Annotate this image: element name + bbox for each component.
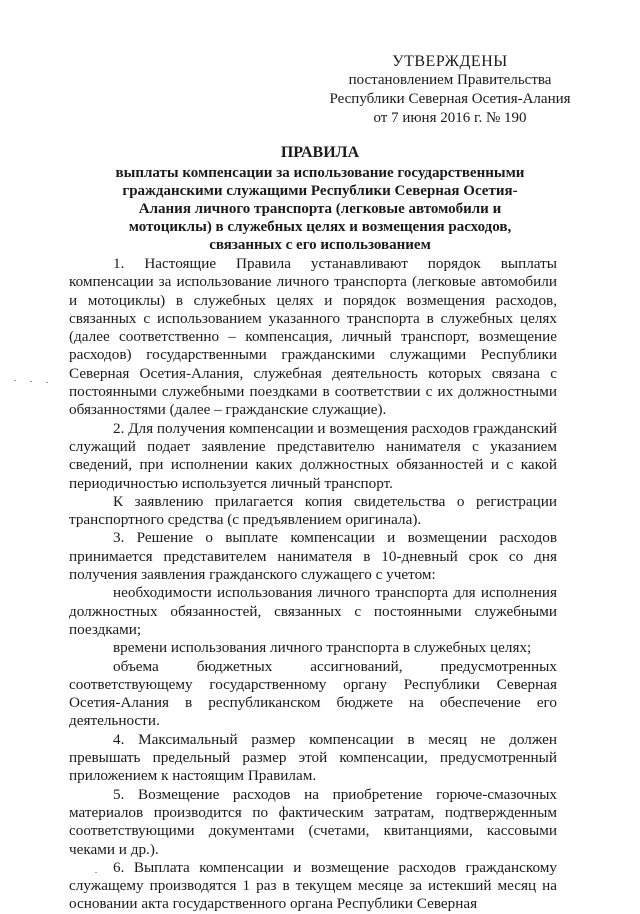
paragraph-4: 4. Максимальный размер компенсации в месяц не должен превышать предельный размер этой компенсации, предусмотренный приложением к настоящим Правилам. [69, 730, 557, 785]
approval-line-3: от 7 июня 2016 г. № 190 [373, 110, 527, 126]
approval-line-1: постановлением Правительства [348, 72, 552, 88]
scan-speck [95, 872, 97, 873]
scan-speck [30, 381, 32, 382]
document-title [100, 144, 540, 254]
scan-speck [46, 382, 48, 383]
document-body [69, 255, 557, 914]
paragraph-3-item-2: времени использования личного транспорта в служебных целях; [113, 639, 532, 657]
paragraph-3: 3. Решение о выплате компенсации и возмещении расходов принимается представителем нанимателя в 10-дневный срок со дня получения заявления гражданского служащего с учетом: [69, 529, 557, 584]
scan-speck [14, 380, 16, 381]
paragraph-2-note: К заявлению прилагается копия свидетельства о регистрации транспортного средства (с предъявлением оригинала). [69, 492, 557, 529]
approval-stamp [300, 52, 600, 128]
approval-line-2: Республики Северная Осетия-Алания [329, 91, 571, 107]
approval-title: УТВЕРЖДЕНЫ [392, 53, 508, 70]
paragraph-5: 5. Возмещение расходов на приобретение горюче-смазочных материалов производится по фактическим затратам, подтвержденным соответствующими документами (счетами, квитанциями, кассовыми чеками и др.). [69, 785, 557, 858]
title-main: ПРАВИЛА [280, 144, 360, 161]
paragraph-1: 1. Настоящие Правила устанавливают порядок выплаты компенсации за использование личного транспорта (легковые автомобили и мотоциклы) в служебных целях и порядок возмещения расходов, связанных с использованием указанного транспорта в служебных целях (далее соответственно – компенсация, личный транспорт, возмещение расходов) государственными гражданскими служащими Республики Северная Осетия-Алания, служебная деятельность которых связана с постоянными служебными поездками в соответствии с их должностными обязанностями (далее – гражданские служащие). [69, 255, 557, 419]
paragraph-3-item-1: необходимости использования личного транспорта для исполнения должностных обязанностей, связанных с постоянными служебными поездками; [69, 584, 557, 638]
paragraph-2: 2. Для получения компенсации и возмещения расходов гражданский служащий подает заявление представителю нанимателя с указанием сведений, при исполнении каких должностных обязанностей и с какой периодичностью используется личный транспорт. [69, 419, 557, 492]
title-subtitle: выплаты компенсации за использование государственными гражданскими служащими Республики Северная Осетия-Алания личного транспорта (легковые автомобили и мотоциклы) в служебных целях и возмещения расходов, связанных с его использованием [115, 165, 525, 253]
paragraph-3-item-3: объема бюджетных ассигнований, предусмотренных соответствующему государственному органу Республики Северная Осетия-Алания в республиканском бюджете на обеспечение его деятельности. [69, 657, 557, 730]
paragraph-6: 6. Выплата компенсации и возмещение расходов гражданскому служащему производятся 1 раз в текущем месяце за истекший месяц на основании акта государственного органа Республики Северная [69, 858, 557, 913]
